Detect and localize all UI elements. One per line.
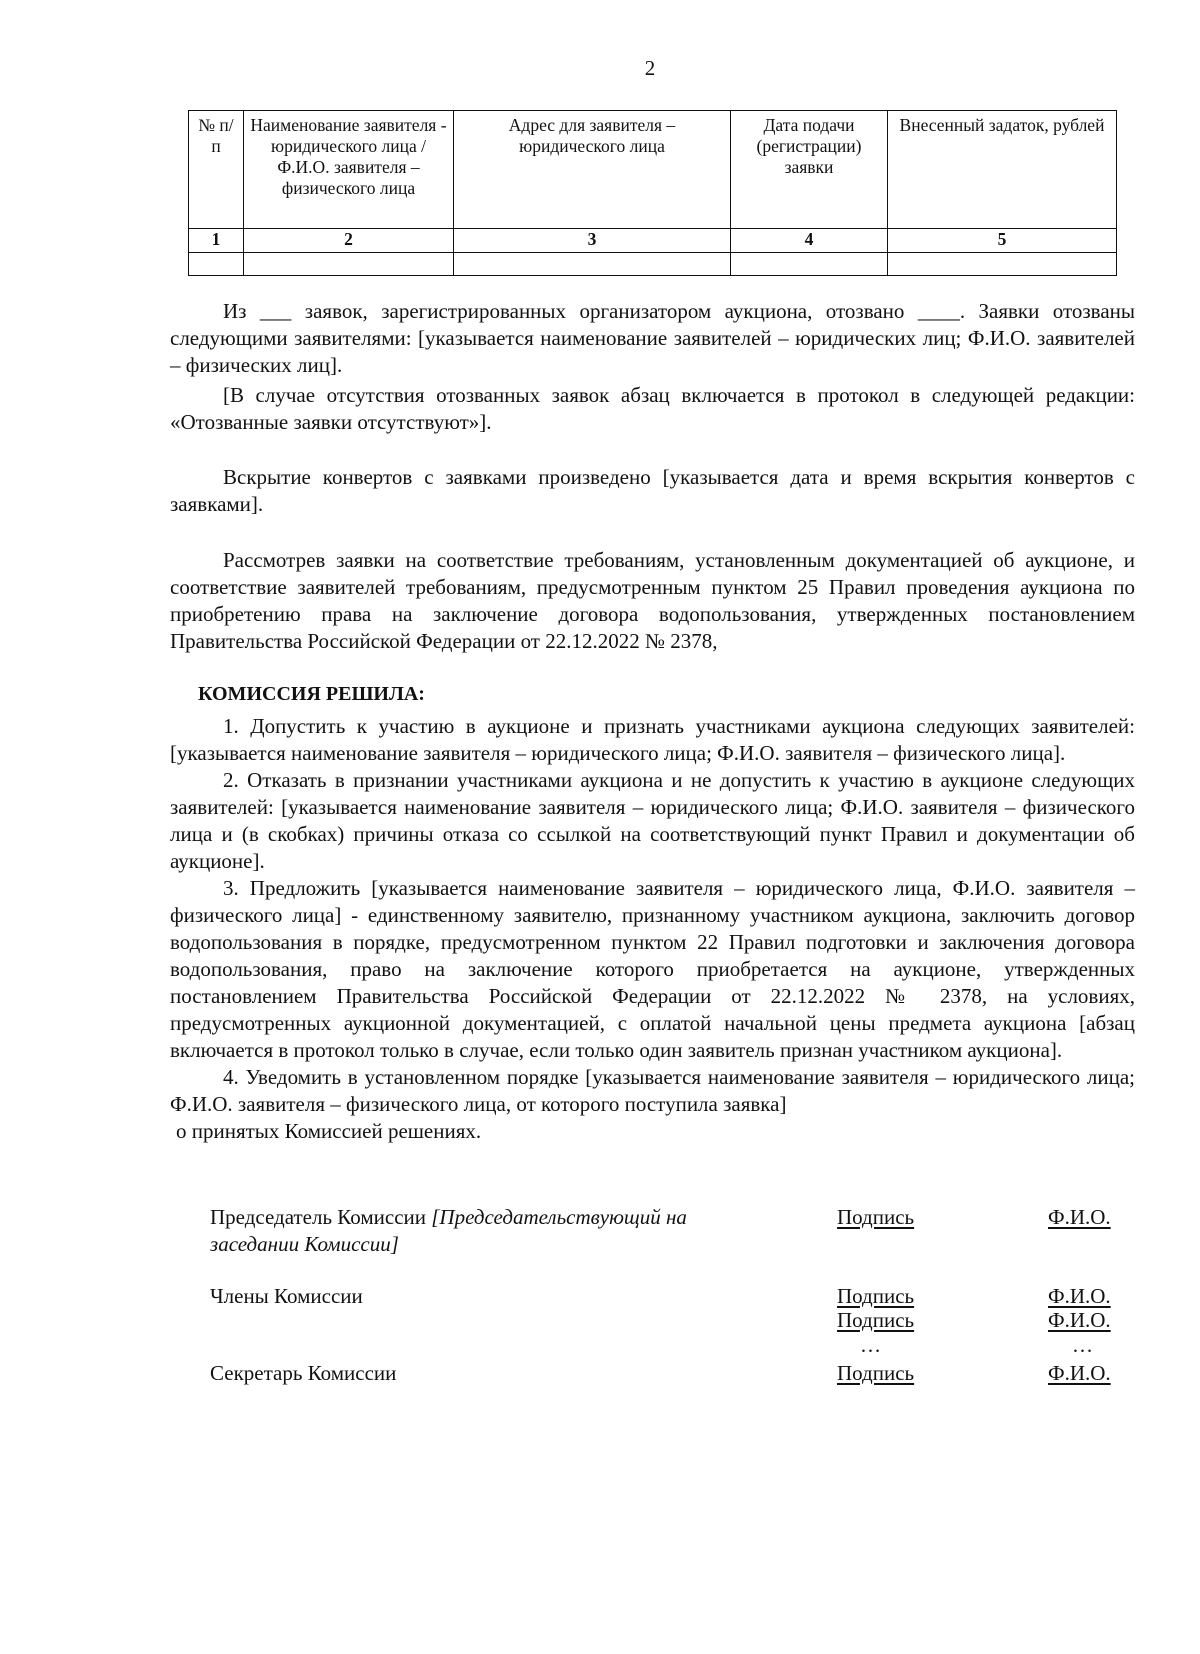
decision-item: 1. Допустить к участию в аукционе и признать участниками аукциона следующих заявителей: [указывается наименование заявителя – юридического лица; Ф.И.О. заявителя – физического лица].: [170, 714, 1135, 765]
envelope-opening-paragraph: [170, 464, 1135, 518]
table-header-row: [189, 111, 1117, 229]
table-row: [189, 253, 1117, 276]
secretary-role: Секретарь Комиссии: [210, 1361, 397, 1385]
secretary-signature: Подпись: [837, 1361, 915, 1385]
paragraph-text: Из ___ заявок, зарегистрированных организатором аукциона, отозвано ____. Заявки отозваны следующими заявителями: [указывается наименование заявителей – юридических лиц; Ф.И.О. заявителей – физических лиц].: [170, 299, 1135, 377]
header-submission-date: Дата подачи (регистрации) заявки: [731, 111, 888, 229]
paragraph-text: Вскрытие конвертов с заявками произведено [указывается дата и время вскрытия конвертов с заявками].: [170, 465, 1135, 516]
member-name: Ф.И.О.: [1048, 1284, 1111, 1308]
secretary-name: Ф.И.О.: [1048, 1361, 1111, 1385]
applications-table: [188, 110, 1117, 276]
table-cell: [189, 253, 244, 276]
member-name: Ф.И.О.: [1048, 1308, 1111, 1332]
decision-item: 2. Отказать в признании участниками аукциона и не допустить к участию в аукционе следующих заявителей: [указывается наименование заявителя – юридического лица; Ф.И.О. заявителя – физического лица и (в скобках) причины отказа со ссылкой на соответствующий пункт Правил и документации об аукционе].: [170, 768, 1135, 873]
table-cell: [731, 253, 888, 276]
withdrawn-applications-paragraph: [170, 298, 1135, 379]
header-address: Адрес для заявителя – юридического лица: [454, 111, 731, 229]
members-role: Члены Комиссии: [210, 1284, 363, 1308]
ellipsis: …: [860, 1333, 881, 1357]
column-number: 5: [888, 229, 1117, 253]
header-number: № п/п: [189, 111, 244, 229]
chairman-name: Ф.И.О.: [1048, 1205, 1111, 1229]
decisions-list: [170, 713, 1135, 1145]
chairman-role: [210, 1204, 720, 1258]
header-deposit: Внесенный задаток, рублей: [888, 111, 1117, 229]
decision-heading: КОМИССИЯ РЕШИЛА:: [198, 683, 425, 705]
chairman-note: [Председательствующий на заседании Комиссии]: [210, 1205, 687, 1256]
chairman-role-label: Председатель Комиссии: [210, 1205, 426, 1229]
table-cell: [454, 253, 731, 276]
chairman-signature: Подпись: [837, 1205, 915, 1229]
column-number: 3: [454, 229, 731, 253]
column-number: 4: [731, 229, 888, 253]
header-applicant-name: Наименование заявителя - юридического лица / Ф.И.О. заявителя – физического лица: [244, 111, 454, 229]
table-cell: [244, 253, 454, 276]
paragraph-text: Рассмотрев заявки на соответствие требованиям, установленным документацией об аукционе, и соответствие заявителей требованиям, предусмотренным пунктом 25 Правил проведения аукциона по приобретению права на заключение договора водопользования, утвержденных постановлением Правительства Российской Федерации от 22.12.2022 № 2378,: [170, 548, 1135, 653]
no-withdrawn-note-paragraph: [170, 382, 1135, 436]
paragraph-text: [В случае отсутствия отозванных заявок абзац включается в протокол в следующей редакции: «Отозванные заявки отсутствуют»].: [170, 383, 1135, 434]
decision-item-continuation: о принятых Комиссией решениях.: [176, 1119, 482, 1143]
member-signature: Подпись: [837, 1284, 915, 1308]
column-number: 1: [189, 229, 244, 253]
decision-item: 4. Уведомить в установленном порядке [указывается наименование заявителя – юридического лица; Ф.И.О. заявителя – физического лица, от которого поступила заявка]: [170, 1065, 1135, 1116]
column-number: 2: [244, 229, 454, 253]
member-signature: Подпись: [837, 1308, 915, 1332]
decision-item: 3. Предложить [указывается наименование заявителя – юридического лица, Ф.И.О. заявителя – физического лица] - единственному заявителю, признанному участником аукциона, заключить договор водопользования в порядке, предусмотренном пунктом 22 Правил подготовки и заключения договора водопользования, право на заключение которого приобретается на аукционе, утвержденных постановлением Правительства Российской Федерации от 22.12.2022 № 2378, на условиях, предусмотренных аукционной документацией, с оплатой начальной цены предмета аукциона [абзац включается в протокол только в случае, если только один заявитель признан участником аукциона].: [170, 876, 1135, 1062]
table-cell: [888, 253, 1117, 276]
page-number: 2: [644, 56, 656, 80]
consideration-paragraph: [170, 547, 1135, 655]
ellipsis: …: [1072, 1333, 1093, 1357]
table-column-numbers-row: [189, 229, 1117, 253]
